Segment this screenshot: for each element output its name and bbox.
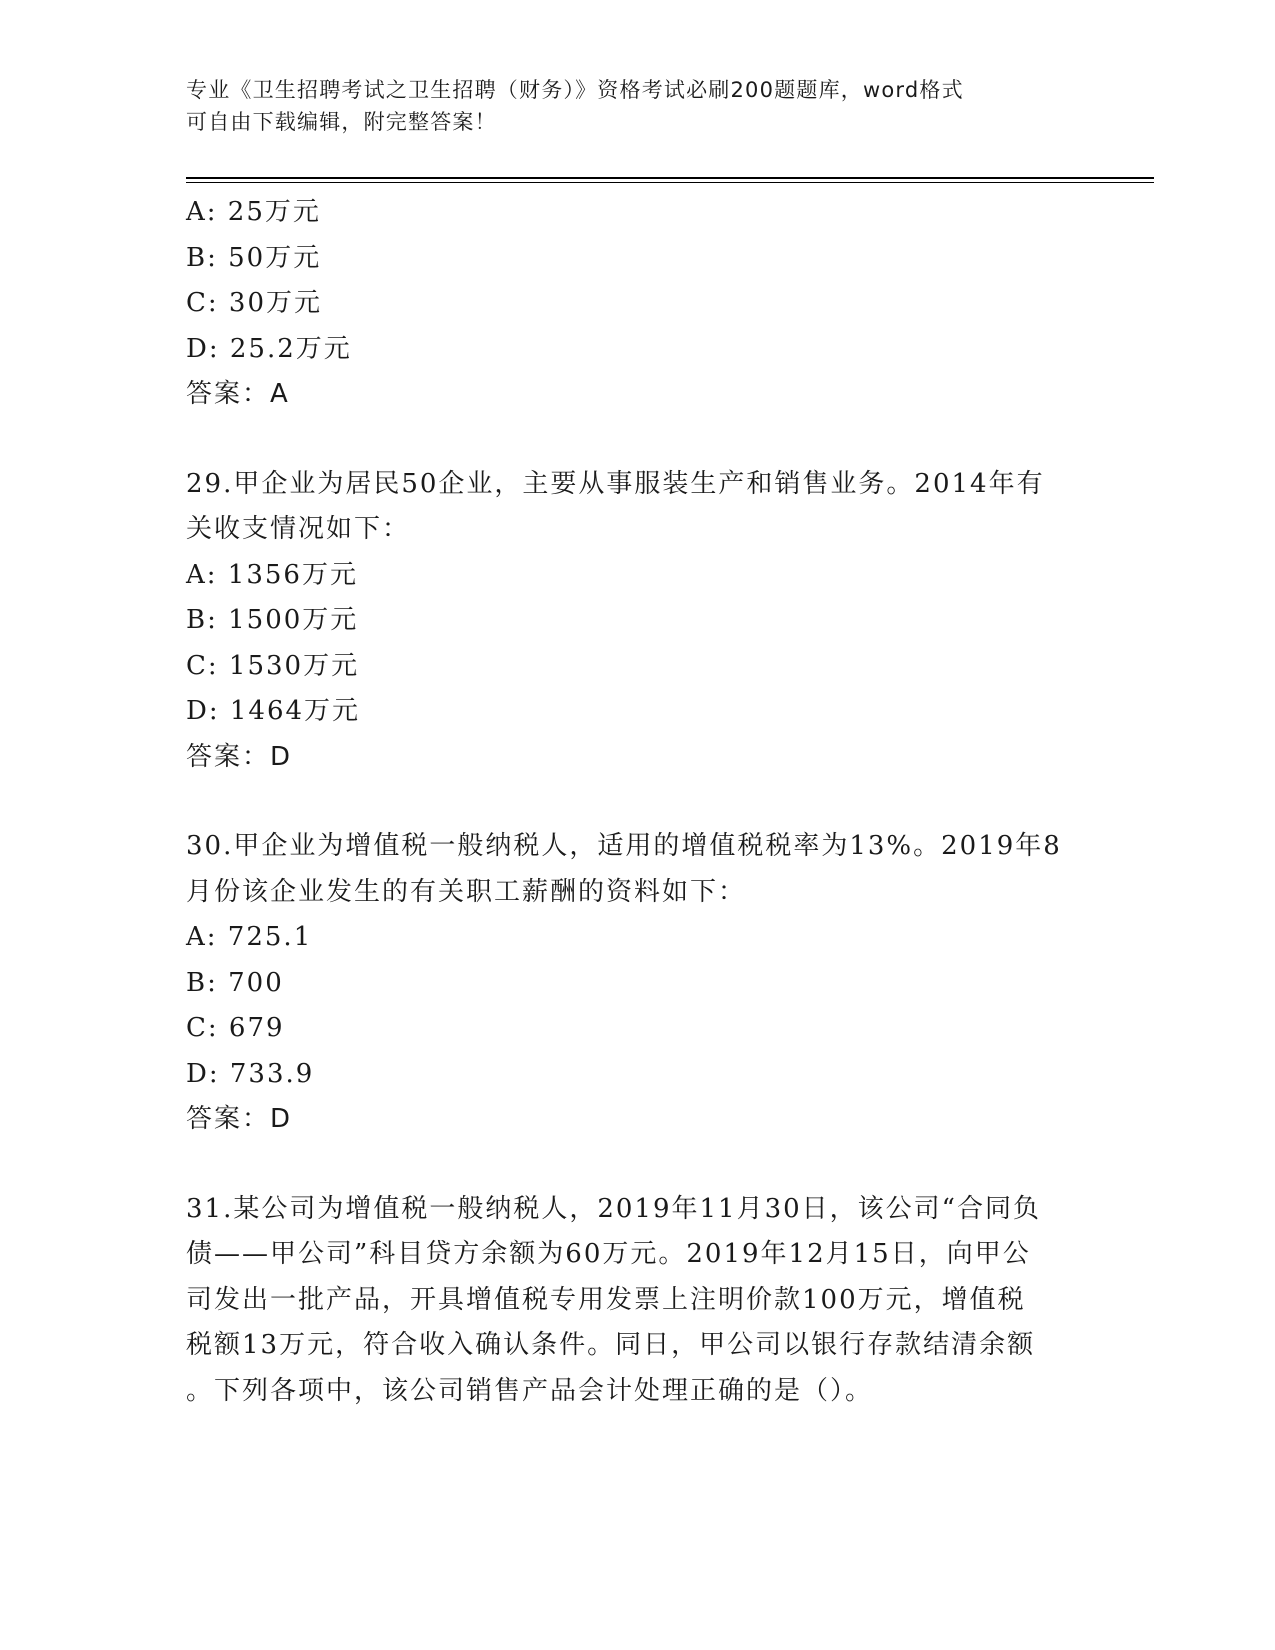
question-list	[186, 190, 1086, 1414]
question-stem-line: 。下列各项中，该公司销售产品会计处理正确的是（）。	[186, 1375, 874, 1406]
question-stem-line: 30.甲企业为增值税一般纳税人，适用的增值税税率为13%。2019年8	[186, 831, 1062, 861]
question-stem-line: 债——甲公司”科目贷方余额为60万元。2019年12月15日，向甲公	[186, 1239, 1031, 1269]
question-stem-line: 税额13万元，符合收入确认条件。同日，甲公司以银行存款结清余额	[186, 1330, 1036, 1360]
option-c: C: 30万元	[186, 288, 323, 318]
option-d: D: 1464万元	[186, 696, 361, 726]
option-b: B: 1500万元	[186, 605, 359, 635]
question-31	[186, 1187, 1086, 1415]
answer: 答案：D	[186, 741, 293, 772]
question-stem-line: 月份该企业发生的有关职工薪酬的资料如下：	[186, 876, 747, 907]
option-d: D: 25.2万元	[186, 333, 352, 364]
answer: 答案：A	[186, 379, 290, 409]
option-a: A: 725.1	[186, 922, 313, 952]
header-line-2: 可自由下载编辑，附完整答案！	[186, 110, 497, 134]
option-a: A: 1356万元	[186, 559, 358, 590]
option-c: C: 1530万元	[186, 650, 360, 681]
option-d: D: 733.9	[186, 1058, 315, 1089]
question-28	[186, 190, 1086, 418]
question-stem-line: 司发出一批产品，开具增值税专用发票上注明价款100万元，增值税	[186, 1284, 1026, 1315]
question-30	[186, 824, 1086, 1143]
answer: 答案：D	[186, 1104, 293, 1134]
question-stem-line: 31.某公司为增值税一般纳税人，2019年11月30日，该公司“合同负	[186, 1193, 1041, 1224]
header-line-1: 专业《卫生招聘考试之卫生招聘（财务）》资格考试必刷200题题库，word格式	[186, 78, 964, 102]
option-c: C: 679	[186, 1013, 285, 1043]
question-stem-line: 29.甲企业为居民50企业，主要从事服装生产和销售业务。2014年有	[186, 468, 1045, 499]
question-29	[186, 462, 1086, 781]
document-header	[186, 74, 1066, 138]
header-divider-thin	[186, 182, 1154, 183]
option-b: B: 700	[186, 967, 284, 998]
option-a: A: 25万元	[186, 197, 321, 227]
option-b: B: 50万元	[186, 242, 322, 273]
question-stem-line: 关收支情况如下：	[186, 514, 411, 544]
header-divider	[186, 177, 1154, 179]
